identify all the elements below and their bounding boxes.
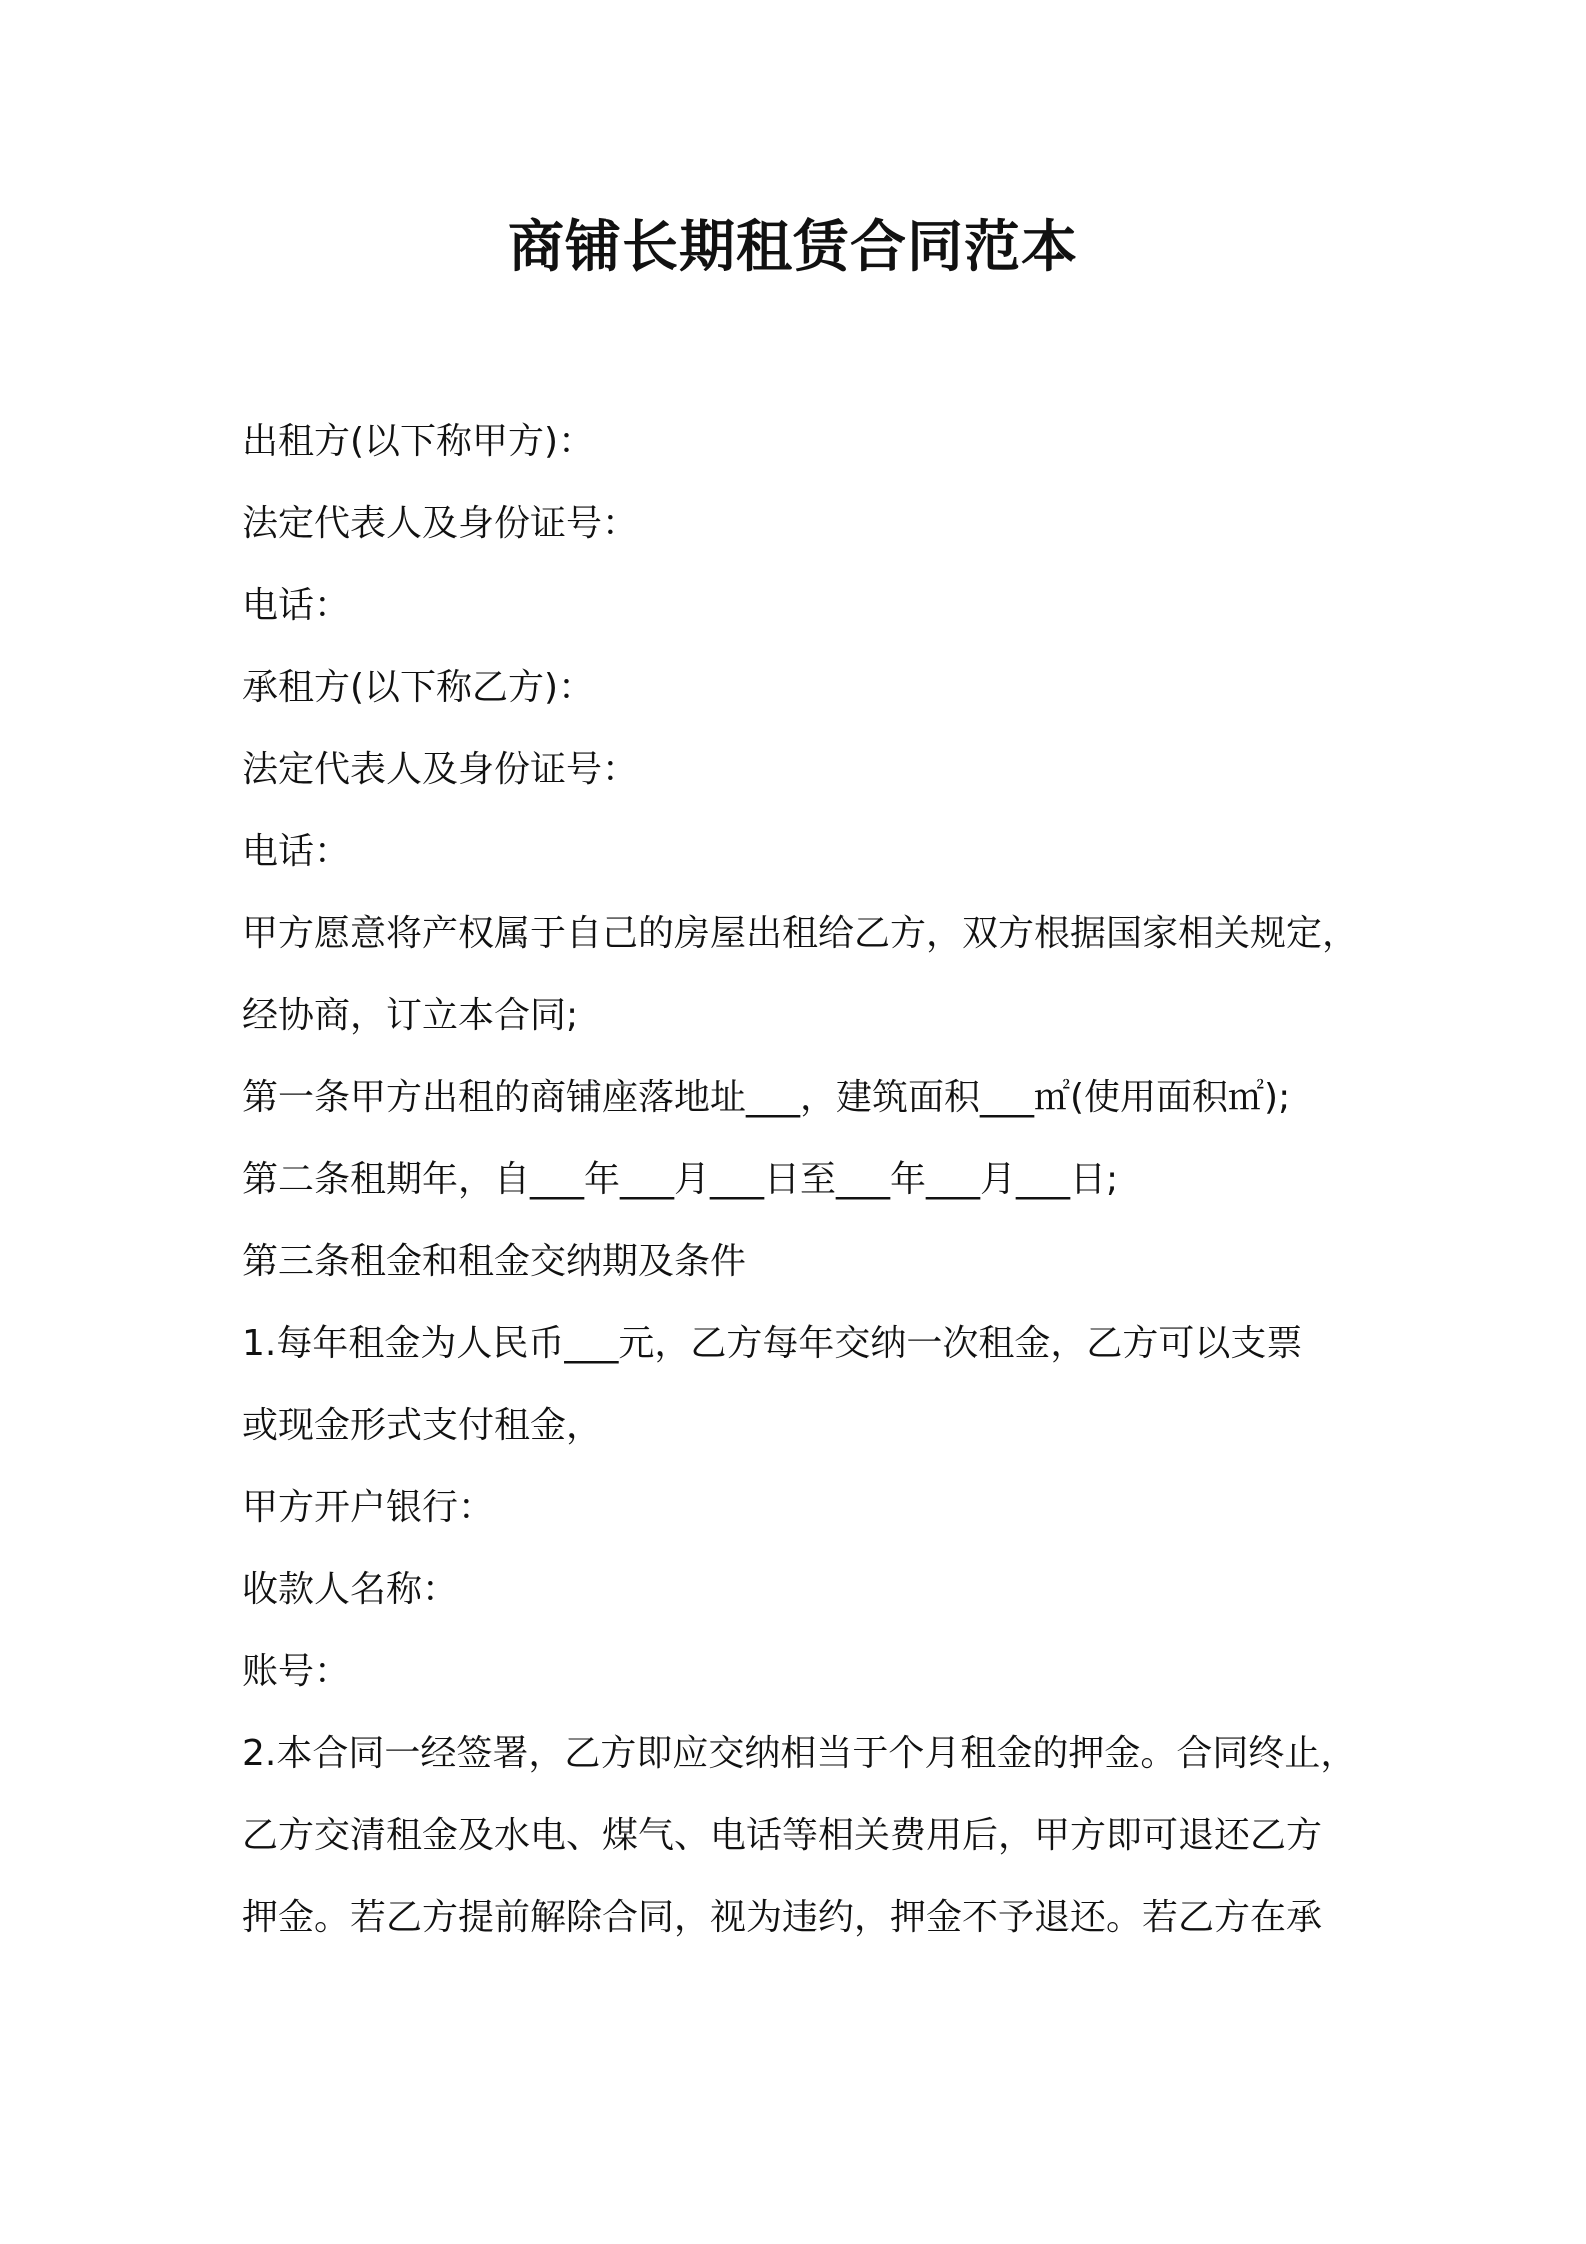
lessor-phone-line: 电话： [242, 585, 351, 626]
payee-line: 收款人名称： [242, 1569, 459, 1610]
preamble-line-2: 经协商，订立本合同; [242, 995, 579, 1036]
document-title: 商铺长期租赁合同范本 [508, 215, 1078, 280]
preamble-line-1: 甲方愿意将产权属于自己的房屋出租给乙方，双方根据国家相关规定， [242, 913, 1359, 954]
clause-2-line-3: 押金。若乙方提前解除合同，视为违约，押金不予退还。若乙方在承 [242, 1897, 1323, 1938]
lessor-line: 出租方(以下称甲方)： [242, 421, 595, 462]
clause-1-line-1: 1.每年租金为人民币___元，乙方每年交纳一次租金，乙方可以支票 [242, 1323, 1303, 1364]
article-1-line: 第一条甲方出租的商铺座落地址___，建筑面积___㎡(使用面积㎡); [242, 1077, 1291, 1118]
lessee-representative-line: 法定代表人及身份证号： [242, 749, 639, 790]
clause-2-line-1: 2.本合同一经签署，乙方即应交纳相当于个月租金的押金。合同终止， [242, 1733, 1357, 1774]
clause-2-line-2: 乙方交清租金及水电、煤气、电话等相关费用后，甲方即可退还乙方 [242, 1815, 1323, 1856]
lessor-representative-line: 法定代表人及身份证号： [242, 503, 639, 544]
lessee-phone-line: 电话： [242, 831, 351, 872]
article-2-line: 第二条租期年，自___年___月___日至___年___月___日; [242, 1159, 1119, 1200]
article-3-heading: 第三条租金和租金交纳期及条件 [242, 1241, 747, 1282]
lessee-line: 承租方(以下称乙方)： [242, 667, 595, 708]
account-line: 账号： [242, 1651, 351, 1692]
bank-line: 甲方开户银行： [242, 1487, 495, 1528]
clause-1-line-2: 或现金形式支付租金， [242, 1405, 603, 1446]
